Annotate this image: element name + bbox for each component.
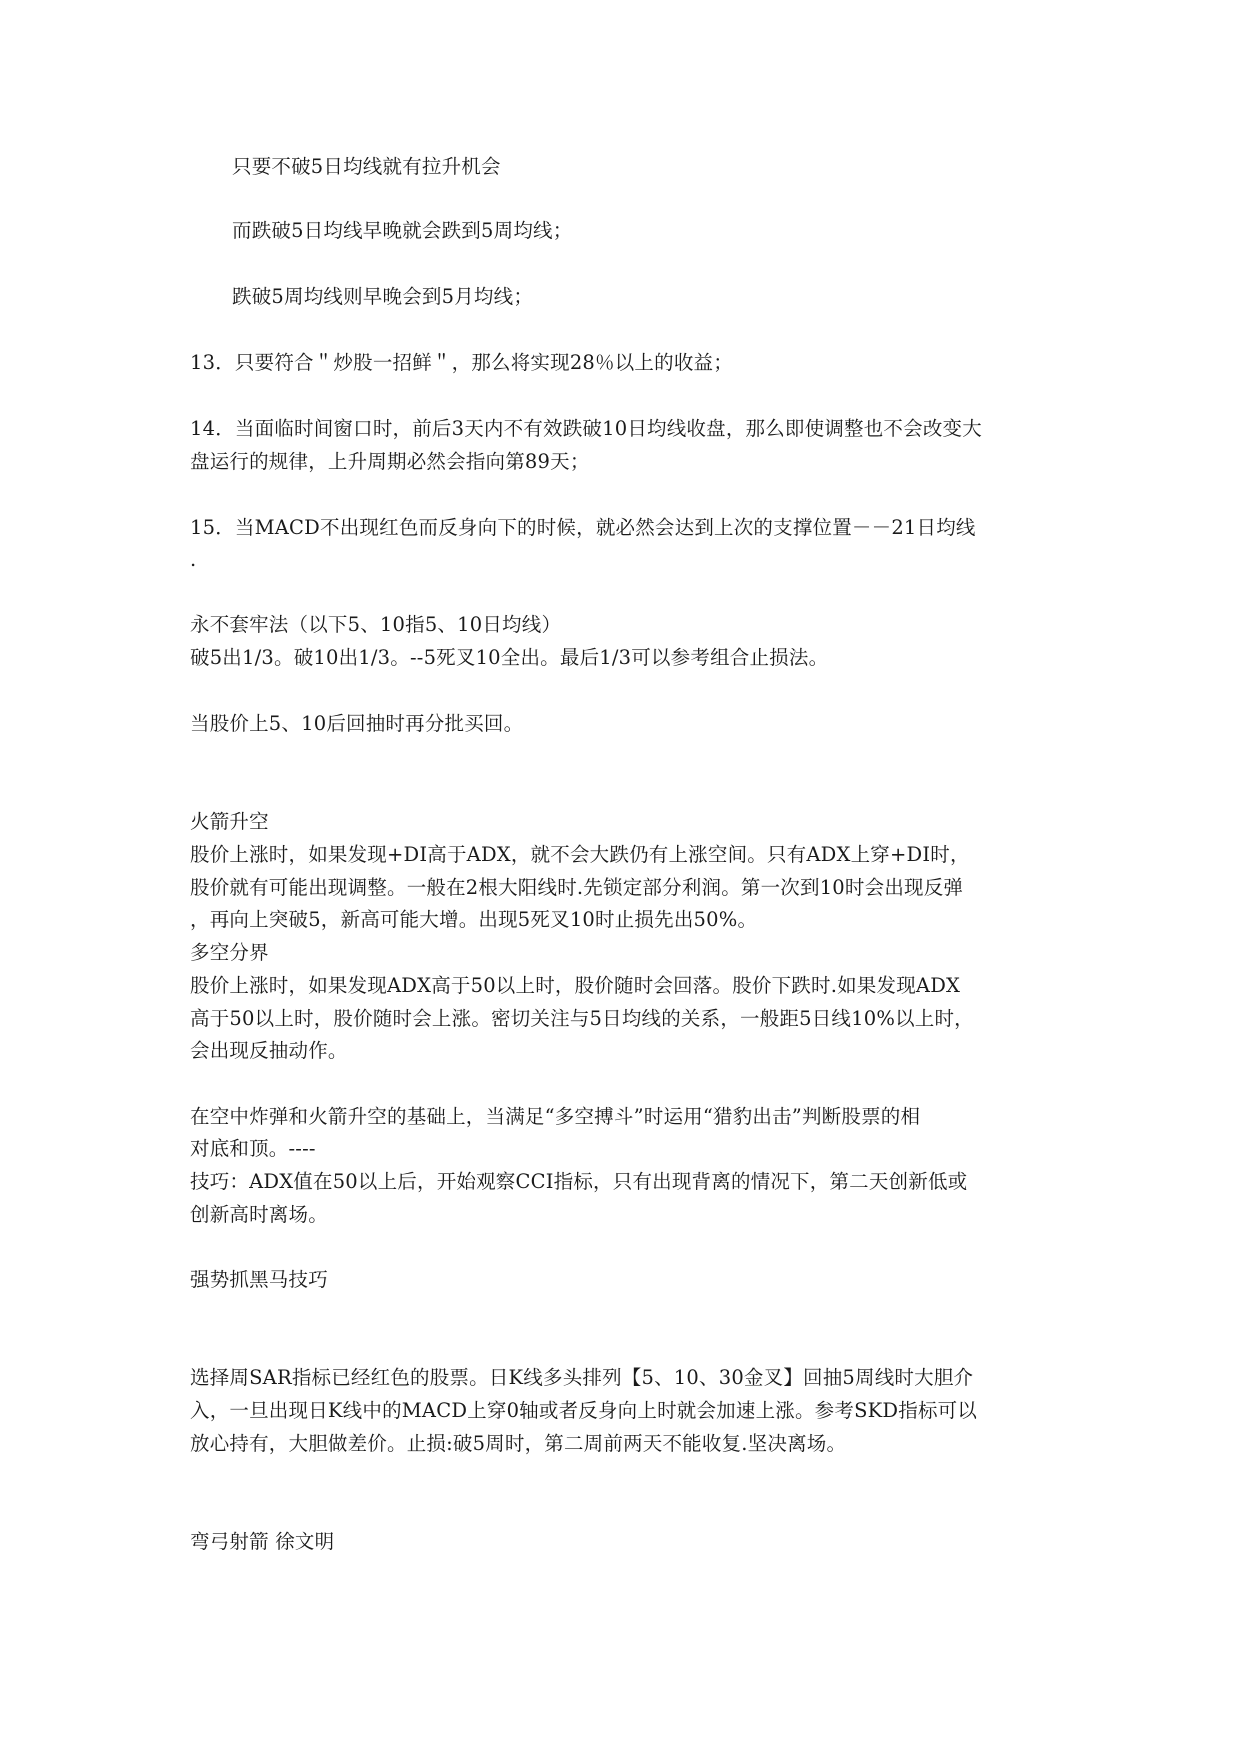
- section-heading: 强势抓黑马技巧: [190, 1268, 328, 1291]
- section-heading: 多空分界: [190, 941, 269, 964]
- text-line: 会出现反抽动作。: [190, 1039, 348, 1062]
- text-line: ，再向上突破5，新高可能大增。出现5死叉10时止损先出50%。: [190, 908, 758, 931]
- text-line: 高于50以上时，股价随时会上涨。密切关注与5日均线的关系，一般距5日线10%以上时，: [190, 1007, 974, 1030]
- list-item-15-line-2: .: [190, 548, 197, 571]
- text-line: 选择周SAR指标已经红色的股票。日K线多头排列【5、10、30金叉】回抽5周线时大胆介: [190, 1366, 974, 1389]
- list-item-13: 13．只要符合＂炒股一招鲜＂，那么将实现28％以上的收益；: [190, 351, 733, 374]
- section-heading: 火箭升空: [190, 810, 269, 833]
- text-line: 跌破5周均线则早晚会到5月均线；: [232, 285, 534, 308]
- text-line: 而跌破5日均线早晚就会跌到5周均线；: [232, 219, 573, 242]
- text-line: 破5出1/3。破10出1/3。--5死叉10全出。最后1/3可以参考组合止损法。: [190, 646, 829, 669]
- text-line: 股价上涨时，如果发现+DI高于ADX，就不会大跌仍有上涨空间。只有ADX上穿+DI时，: [190, 843, 970, 866]
- list-item-15-line-1: 15．当MACD不出现红色而反身向下的时候，就必然会达到上次的支撑位置－－21日均线: [190, 516, 976, 539]
- list-item-14-line-1: 14．当面临时间窗口时，前后3天内不有效跌破10日均线收盘，那么即使调整也不会改变大: [190, 417, 982, 440]
- text-line: 在空中炸弹和火箭升空的基础上，当满足“多空搏斗”时运用“猎豹出击”判断股票的相: [190, 1105, 921, 1128]
- list-item-14-line-2: 盘运行的规律，上升周期必然会指向第89天；: [190, 450, 590, 473]
- text-line: 放心持有，大胆做差价。止损:破5周时，第二周前两天不能收复.坚决离场。: [190, 1432, 847, 1455]
- text-line: 当股价上5、10后回抽时再分批买回。: [190, 712, 524, 735]
- section-heading: 弯弓射箭 徐文明: [190, 1530, 335, 1553]
- text-line: 股价就有可能出现调整。一般在2根大阳线时.先锁定部分利润。第一次到10时会出现反弹: [190, 876, 964, 899]
- text-line: 对底和顶。----: [190, 1137, 316, 1160]
- text-line: 创新高时离场。: [190, 1203, 328, 1226]
- text-line: 股价上涨时，如果发现ADX高于50以上时，股价随时会回落。股价下跌时.如果发现ADX: [190, 974, 961, 997]
- text-line: 只要不破5日均线就有拉升机会: [232, 155, 501, 178]
- text-line: 技巧：ADX值在50以上后，开始观察CCI指标，只有出现背离的情况下，第二天创新低或: [190, 1170, 968, 1193]
- section-heading: 永不套牢法（以下5、10指5、10日均线）: [190, 613, 562, 636]
- text-line: 入，一旦出现日K线中的MACD上穿0轴或者反身向上时就会加速上涨。参考SKD指标可以: [190, 1399, 978, 1422]
